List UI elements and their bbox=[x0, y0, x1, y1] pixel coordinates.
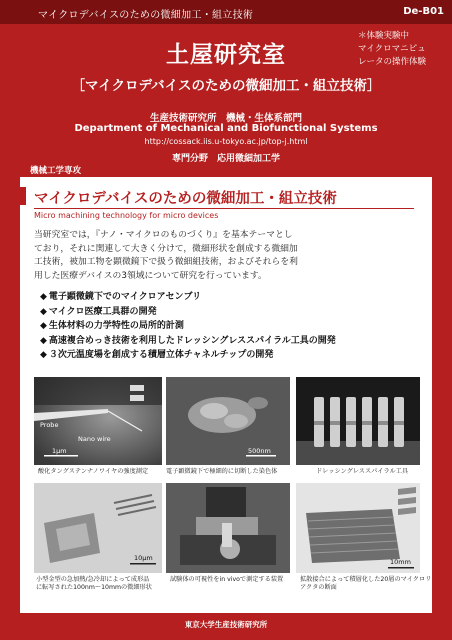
lab-url[interactable]: http://cossack.iis.u-tokyo.ac.jp/top-j.html bbox=[144, 137, 308, 146]
list-item bbox=[40, 319, 336, 334]
image-caption: ドレッシングレススパイラル工具 bbox=[316, 468, 409, 475]
caption-line: アクタの断面 bbox=[300, 584, 337, 591]
panel-title: マイクロデバイスのための微細加工・組立技術 bbox=[34, 191, 337, 207]
scale-label: 1μm bbox=[52, 447, 67, 455]
intro-line: 当研究室では，『ナノ・マイクロのものづくり』を基本テーマとし bbox=[34, 230, 293, 240]
topic-label: マイクロ医療工具群の開発 bbox=[48, 306, 157, 317]
caption-line: に転写された100nm〜10mmの微細形状 bbox=[36, 584, 152, 591]
institute-name: 生産技術研究所 機械・生体系部門 bbox=[149, 113, 302, 124]
topic-list bbox=[40, 290, 336, 363]
topic-label: 生体材料の力学特性の局所的計測 bbox=[48, 321, 184, 331]
list-item bbox=[40, 334, 336, 349]
title-accent-bar bbox=[20, 187, 26, 205]
tour-note-line: ＊体験実験中 bbox=[358, 31, 410, 41]
scale-label: 10μm bbox=[134, 554, 153, 562]
tour-note-line: マイクロマニピュ bbox=[358, 44, 426, 54]
intro-line: 用した医療デバイスの3領域について研究を行っています。 bbox=[34, 270, 267, 281]
diamond-bullet-icon: ◆ bbox=[40, 350, 47, 360]
title-rule bbox=[34, 208, 414, 209]
top-bar-title: マイクロデバイスのための微細加工・組立技術 bbox=[38, 10, 254, 21]
caption-line: 拡散接合によって積層化した20層のマイクロリ bbox=[300, 576, 432, 583]
diamond-bullet-icon: ◆ bbox=[40, 321, 47, 331]
panel-subtitle: Micro machining technology for micro devices bbox=[34, 211, 219, 220]
image-caption bbox=[36, 576, 152, 592]
list-item bbox=[40, 305, 336, 320]
poster-code: De-B01 bbox=[403, 6, 444, 17]
lab-name: 土屋研究室 bbox=[166, 42, 286, 68]
micro-mold-image bbox=[34, 483, 162, 573]
image-caption: 電子顕微鏡下で極細的に切断した染色体 bbox=[166, 468, 278, 475]
chromosome-sem-image bbox=[166, 377, 290, 465]
major-name: 機械工学専攻 bbox=[30, 166, 82, 176]
topic-label: 電子顕微鏡下でのマイクロアセンブリ bbox=[48, 292, 202, 302]
topic-label: ３次元温度場を創成する積層立体チャネルチップの開発 bbox=[48, 350, 274, 360]
topic-label: 高速複合めっき技術を利用したドレッシングレススパイラル工具の開発 bbox=[48, 335, 336, 346]
spiral-tools-image bbox=[296, 377, 420, 465]
intro-line: ており，それに関連して大きく分けて，微細形状を創成する微細加 bbox=[34, 243, 298, 254]
probe-label: Probe bbox=[40, 421, 59, 429]
nanowire-sem-image bbox=[34, 377, 162, 465]
top-bar bbox=[0, 0, 452, 24]
apparatus-graphic bbox=[166, 483, 290, 573]
image-caption bbox=[300, 576, 431, 592]
intro-text bbox=[34, 229, 416, 283]
diamond-bullet-icon: ◆ bbox=[40, 306, 47, 317]
main-panel bbox=[20, 177, 432, 613]
layered-reactor-image bbox=[296, 483, 420, 573]
research-field: 専門分野 応用微細加工学 bbox=[171, 154, 280, 164]
list-item bbox=[40, 348, 336, 363]
lab-theme: ［マイクロデバイスのための微細加工・組立技術］ bbox=[71, 78, 381, 94]
caption-line: 小型金型の急加熱/急冷却によって成形品 bbox=[36, 576, 150, 583]
chromosome-sem-graphic bbox=[166, 377, 290, 465]
list-item bbox=[40, 290, 336, 305]
diamond-bullet-icon: ◆ bbox=[40, 335, 47, 346]
scale-label: 10mm bbox=[390, 558, 411, 566]
department-name: Department of Mechanical and Biofunctional Systems bbox=[74, 123, 378, 134]
scale-label: 500nm bbox=[248, 447, 271, 455]
tour-note-line: レータの操作体験 bbox=[358, 57, 427, 67]
image-caption: 酸化タングステンナノワイヤの強度測定 bbox=[38, 468, 149, 475]
intro-line: 工技術，被加工物を顕微鏡下で扱う微細組技術，およびそれらを利 bbox=[34, 257, 298, 267]
nanowire-label: Nano wire bbox=[78, 435, 111, 443]
spiral-tools-graphic bbox=[296, 377, 420, 465]
image-caption: 試験体の可視性をin vivoで測定する装置 bbox=[170, 576, 284, 583]
apparatus-image bbox=[166, 483, 290, 573]
diamond-bullet-icon: ◆ bbox=[40, 292, 47, 302]
footer-institution: 東京大学生産技術研究所 bbox=[184, 620, 268, 629]
